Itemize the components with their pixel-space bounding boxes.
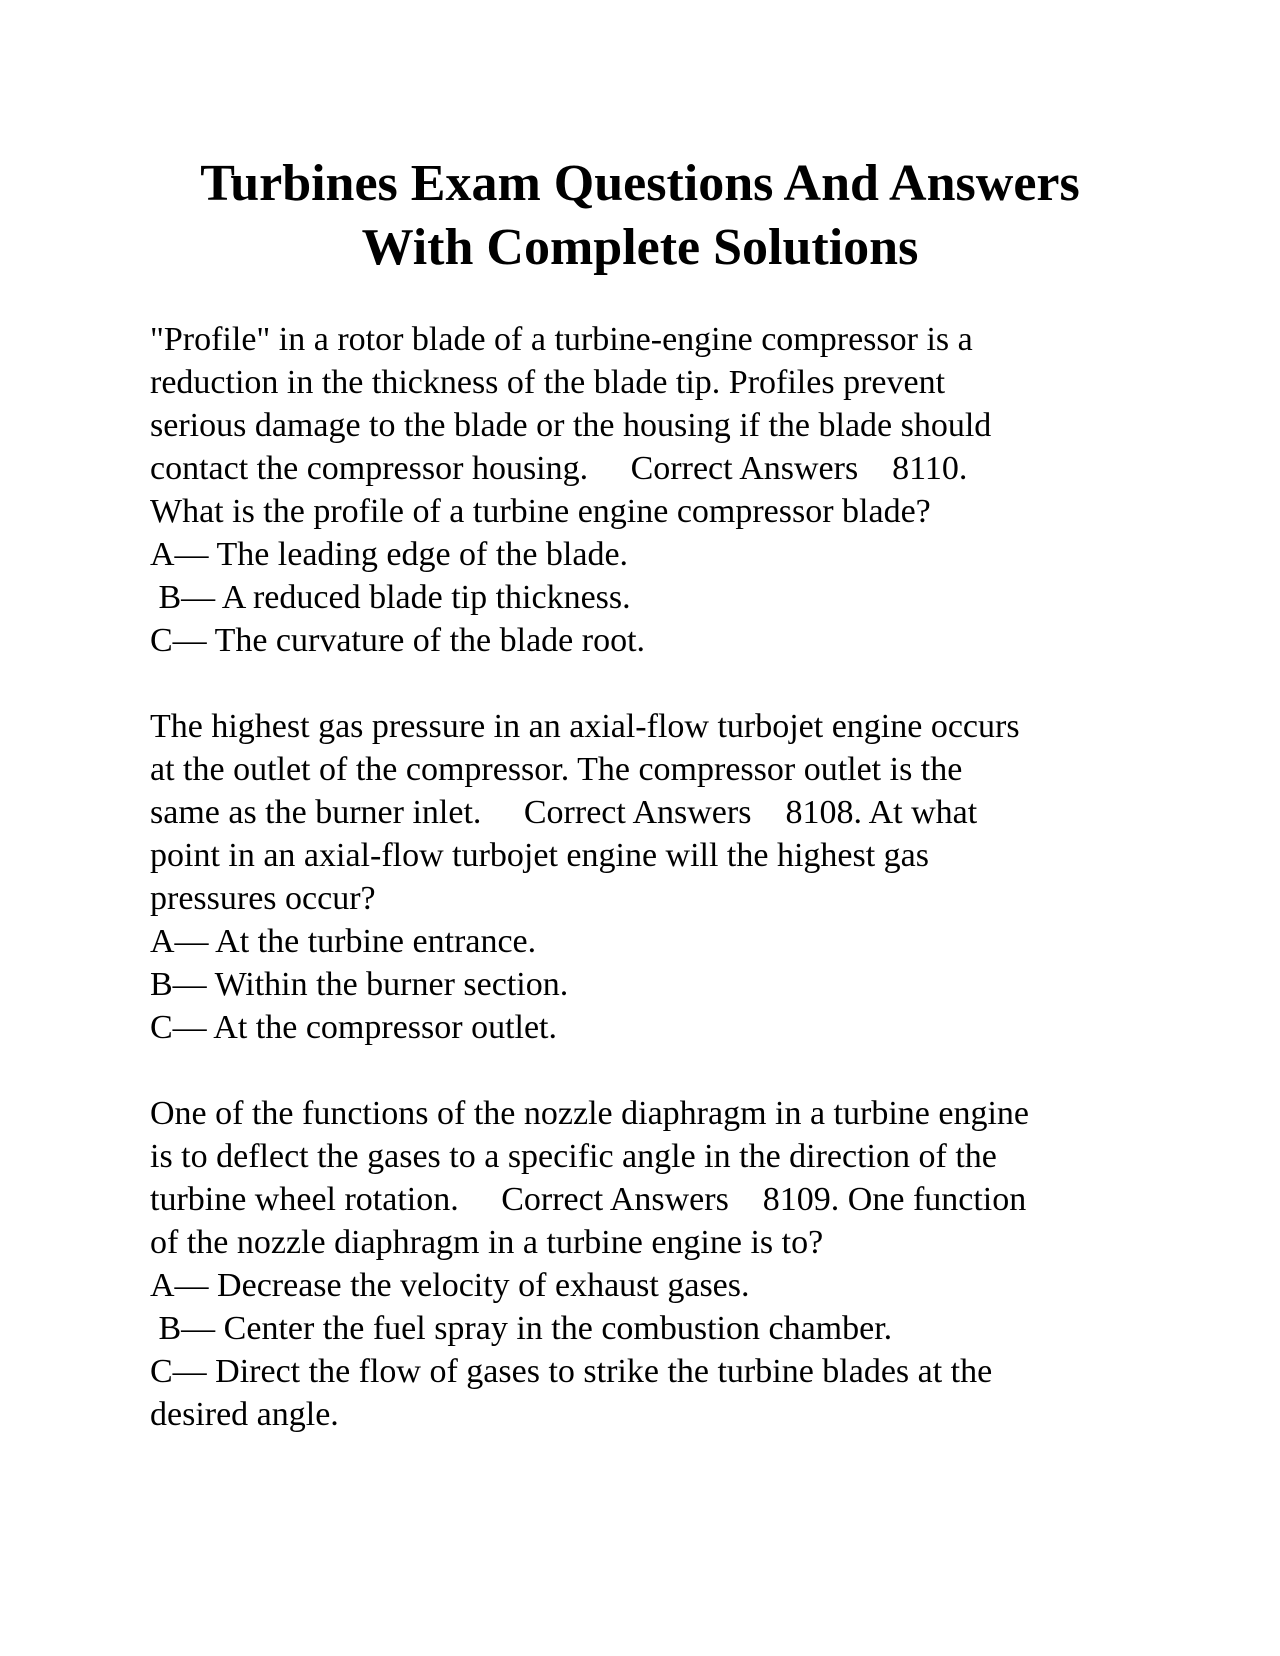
text-line: turbine wheel rotation. Correct Answers 8109. One function xyxy=(150,1181,1027,1218)
question-line: point in an axial-flow turbojet engine will the highest gas xyxy=(150,837,929,874)
text-line: is to deflect the gases to a specific angle in the direction of the xyxy=(150,1138,997,1175)
question-line: What is the profile of a turbine engine compressor blade? xyxy=(150,493,931,530)
text-line: at the outlet of the compressor. The compressor outlet is the xyxy=(150,751,963,788)
question-block-2 xyxy=(150,705,1150,1049)
text-line: contact the compressor housing. Correct Answers 8110. xyxy=(150,450,968,487)
text-line: reduction in the thickness of the blade tip. Profiles prevent xyxy=(150,364,946,401)
answer-option-a: A— The leading edge of the blade. xyxy=(150,536,629,573)
question-block-1 xyxy=(150,318,1150,662)
answer-option-c: C— At the compressor outlet. xyxy=(150,1009,558,1046)
title-line-1: Turbines Exam Questions And Answers xyxy=(200,155,1080,212)
text-line: The highest gas pressure in an axial-flow turbojet engine occurs xyxy=(150,708,1020,745)
question-line: of the nozzle diaphragm in a turbine engine is to? xyxy=(150,1224,824,1261)
text-line: One of the functions of the nozzle diaphragm in a turbine engine xyxy=(150,1095,1029,1132)
answer-option-a: A— Decrease the velocity of exhaust gases. xyxy=(150,1267,750,1304)
text-line: same as the burner inlet. Correct Answers 8108. At what xyxy=(150,794,978,831)
answer-option-c: C— Direct the flow of gases to strike the turbine blades at the xyxy=(150,1353,993,1390)
text-line: serious damage to the blade or the housing if the blade should xyxy=(150,407,992,444)
answer-option-b: B— A reduced blade tip thickness. xyxy=(150,579,631,616)
text-line: "Profile" in a rotor blade of a turbine-engine compressor is a xyxy=(150,321,973,358)
question-block-3 xyxy=(150,1092,1150,1436)
question-line: pressures occur? xyxy=(150,880,376,917)
document-body xyxy=(150,318,1150,1479)
answer-option-a: A— At the turbine entrance. xyxy=(150,923,537,960)
answer-option-c-continued: desired angle. xyxy=(150,1396,339,1433)
page-title xyxy=(140,152,1140,280)
answer-option-c: C— The curvature of the blade root. xyxy=(150,622,646,659)
title-line-2: With Complete Solutions xyxy=(361,219,919,276)
answer-option-b: B— Center the fuel spray in the combustion chamber. xyxy=(150,1310,893,1347)
answer-option-b: B— Within the burner section. xyxy=(150,966,569,1003)
